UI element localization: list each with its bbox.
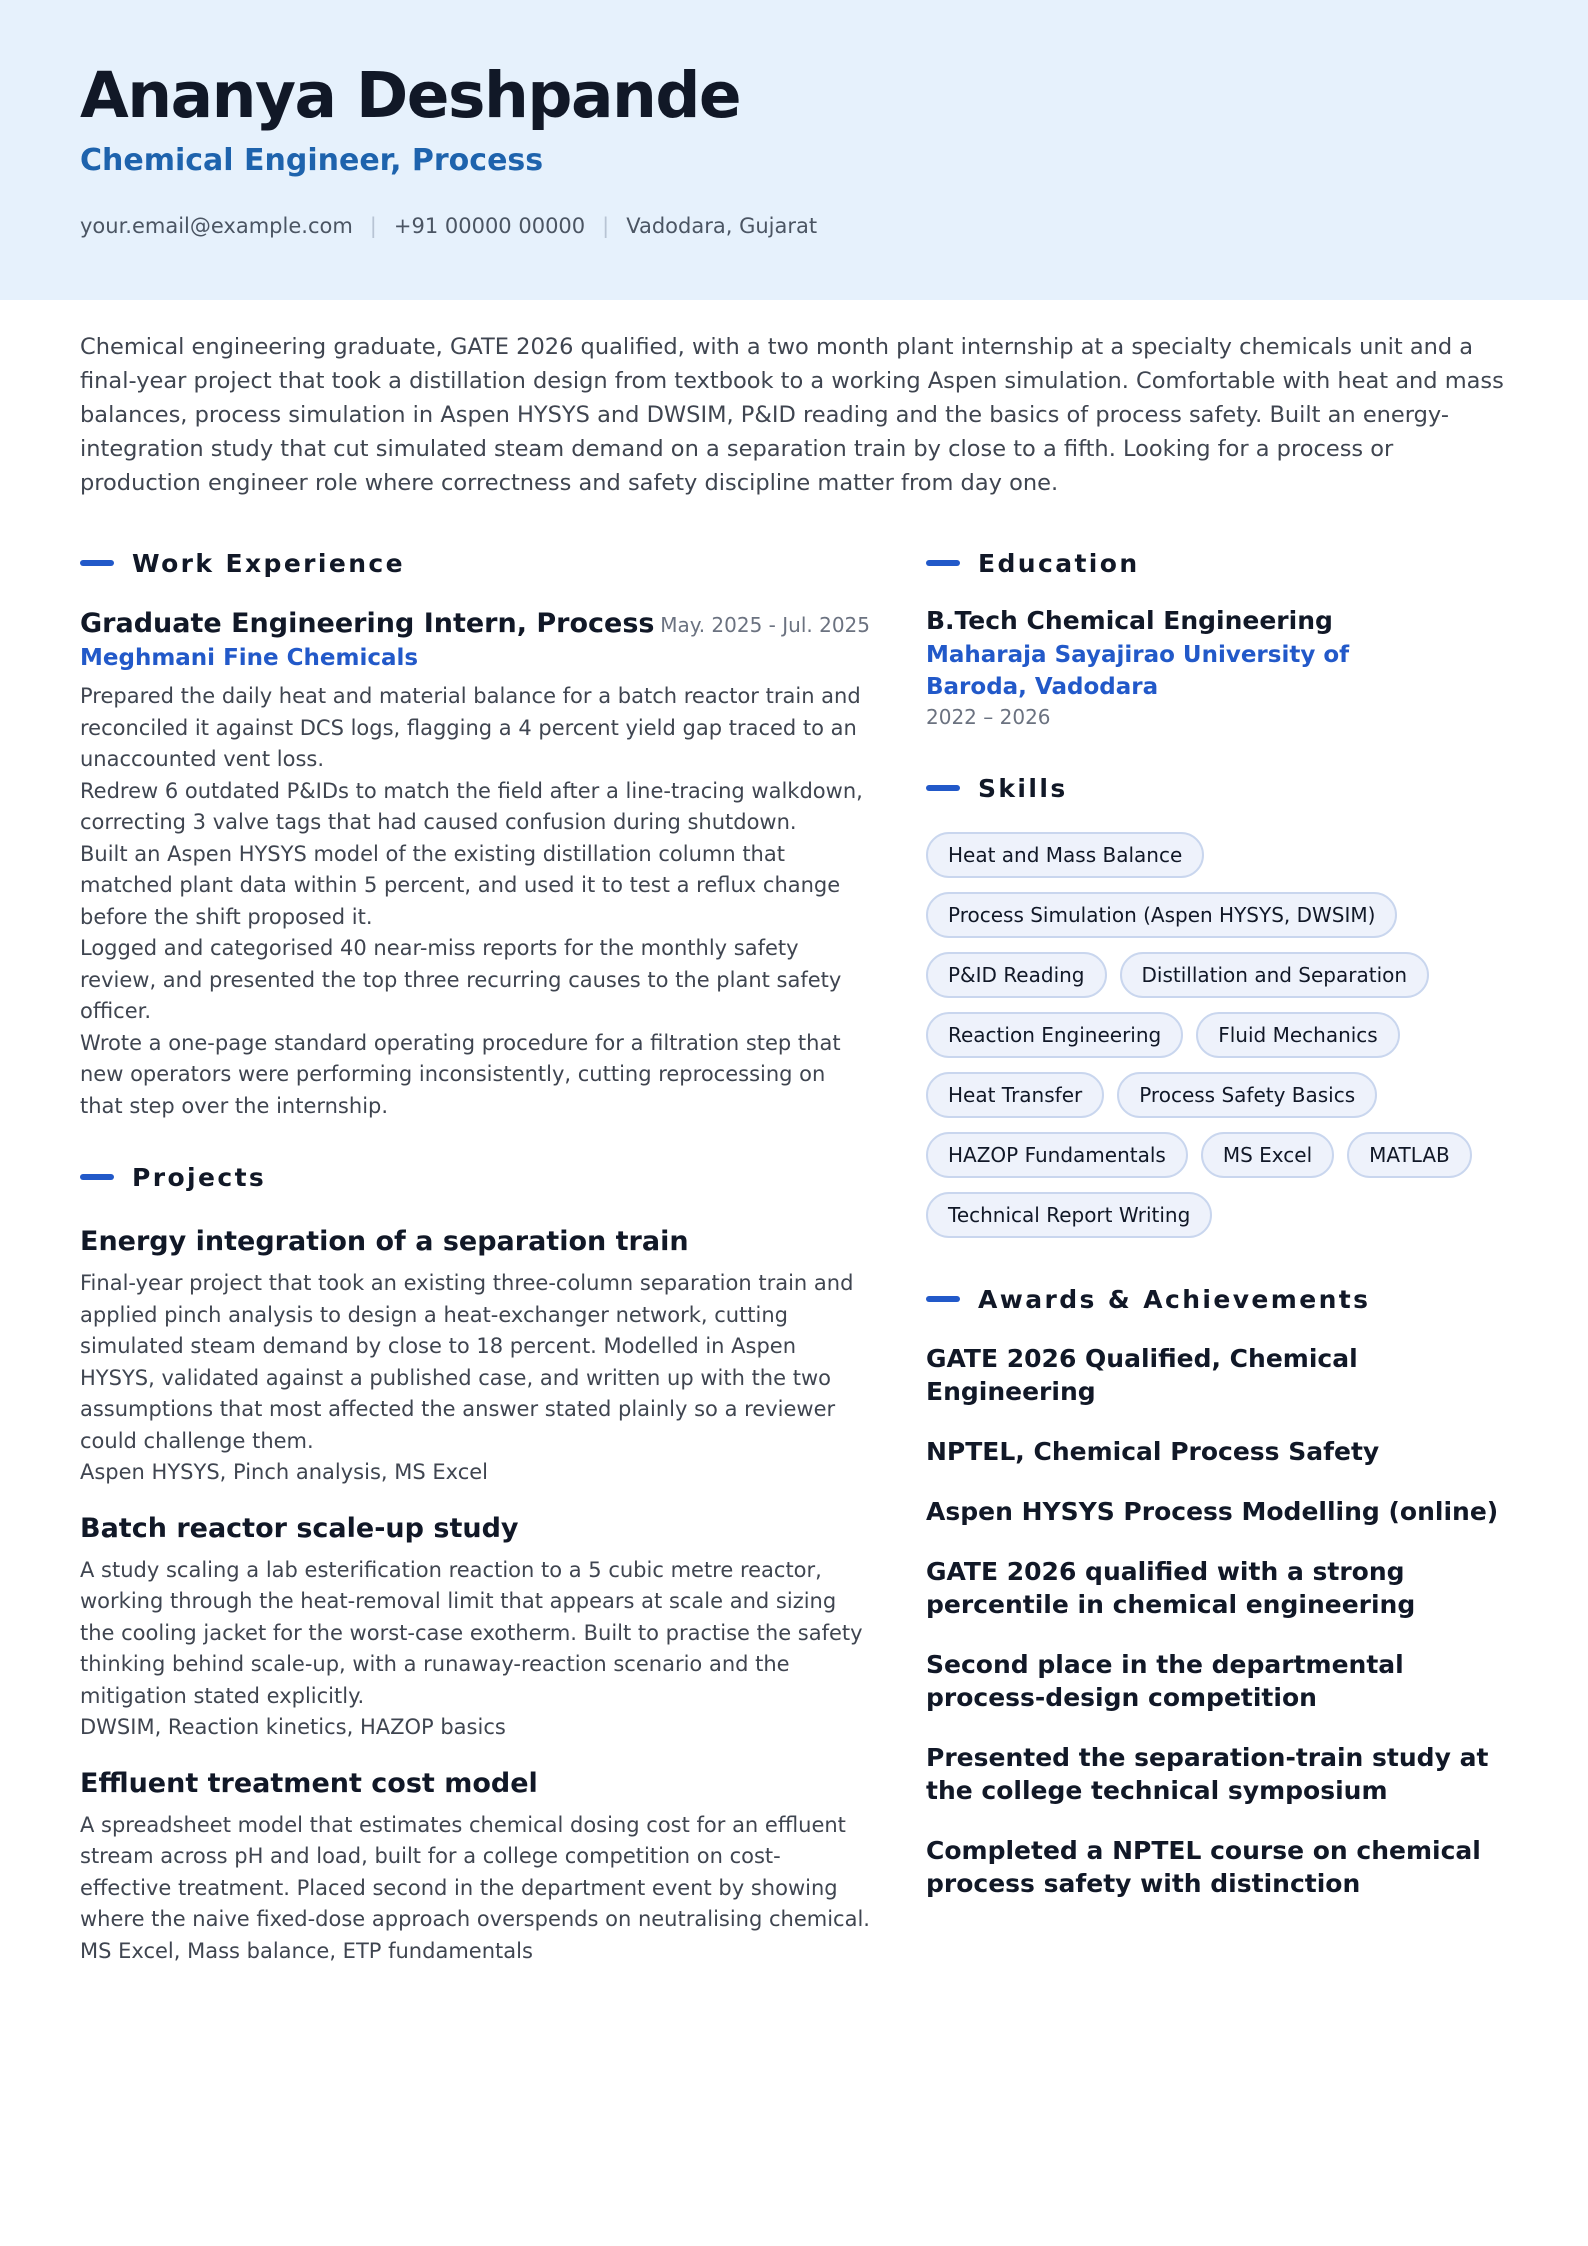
contact-line — [80, 214, 817, 238]
education-school: Maharaja Sayajirao University of Baroda, Vadodara — [926, 642, 1350, 700]
job-bullet: Wrote a one-page standard operating procedure for a filtration step that new operators were performing inconsistently, cutting reprocessing on that step over the internship. — [80, 1030, 841, 1118]
project-description: A study scaling a lab esterification reaction to a 5 cubic metre reactor, working through the heat-removal limit that appears at scale and sizing the cooling jacket for the worst-case exotherm. Built to practise the safety thinking behind scale-up, with a runaway-reaction scenario and the mitigation stated explicitly. — [80, 1557, 863, 1708]
project-entry — [80, 1511, 870, 1744]
contact-separator: | — [602, 214, 610, 238]
job-position: Graduate Engineering Intern, Process — [80, 608, 655, 639]
award-item: Completed a NPTEL course on chemical process safety with distinction — [926, 1836, 1481, 1898]
skill-chip: Distillation and Separation — [1120, 952, 1430, 998]
job-dates: May. 2025 - Jul. 2025 — [660, 613, 870, 637]
awards-heading — [926, 1280, 1516, 1318]
section-title: Skills — [978, 773, 1068, 803]
project-tech: MS Excel, Mass balance, ETP fundamentals — [80, 1938, 533, 1963]
work-experience-heading — [80, 544, 870, 582]
candidate-name: Ananya Deshpande — [80, 59, 741, 132]
left-column — [80, 544, 870, 1967]
right-column — [926, 544, 1516, 1900]
job-title: Chemical Engineer, Process — [80, 143, 544, 178]
section-title: Education — [978, 548, 1140, 578]
skill-chip: P&ID Reading — [926, 952, 1107, 998]
skill-chip: HAZOP Fundamentals — [926, 1132, 1188, 1178]
job-bullets — [80, 681, 870, 1122]
project-entry — [80, 1766, 870, 1968]
award-item: Second place in the departmental process-design competition — [926, 1650, 1404, 1712]
job-bullet: Redrew 6 outdated P&IDs to match the field after a line-tracing walkdown, correcting 3 valve tags that had caused confusion during shutdown. — [80, 778, 863, 834]
skills-list — [926, 832, 1516, 1238]
award-item: Presented the separation-train study at the college technical symposium — [926, 1743, 1489, 1805]
project-title: Effluent treatment cost model — [80, 1767, 538, 1799]
heading-accent-bar — [926, 560, 960, 566]
project-tech: Aspen HYSYS, Pinch analysis, MS Excel — [80, 1460, 489, 1484]
education-heading — [926, 544, 1516, 582]
section-title: Awards & Achievements — [978, 1284, 1371, 1314]
skill-chip: Heat Transfer — [926, 1072, 1104, 1118]
project-description: Final-year project that took an existing three-column separation train and applied pinch analysis to design a heat-exchanger network, cutting simulated steam demand by close to 18 percent. Modelled in Aspen HYSYS, validated against a published case, and written up with the two assumptions that most affected the answer stated plainly so a reviewer could challenge them. — [80, 1271, 854, 1453]
location-text: Vadodara, Gujarat — [626, 214, 818, 238]
job-bullet: Logged and categorised 40 near-miss reports for the monthly safety review, and presented the top three recurring causes to the plant safety officer. — [80, 936, 842, 1023]
award-item: GATE 2026 qualified with a strong percentile in chemical engineering — [926, 1557, 1416, 1619]
skill-chip: MATLAB — [1347, 1132, 1472, 1178]
job-entry — [80, 608, 870, 1122]
skill-chip: Fluid Mechanics — [1196, 1012, 1399, 1058]
education-degree: B.Tech Chemical Engineering — [926, 606, 1333, 635]
skills-heading — [926, 769, 1516, 807]
skill-chip: Process Simulation (Aspen HYSYS, DWSIM) — [926, 892, 1397, 938]
heading-accent-bar — [926, 1296, 960, 1302]
project-title: Energy integration of a separation train — [80, 1226, 689, 1257]
skill-chip: Technical Report Writing — [926, 1192, 1212, 1238]
education-years: 2022 – 2026 — [926, 705, 1051, 729]
award-item: NPTEL, Chemical Process Safety — [926, 1437, 1380, 1466]
contact-separator: | — [369, 214, 377, 238]
skill-chip: MS Excel — [1201, 1132, 1334, 1178]
resume-header — [0, 0, 1588, 300]
skill-chip: Reaction Engineering — [926, 1012, 1183, 1058]
award-item: Aspen HYSYS Process Modelling (online) — [926, 1497, 1499, 1526]
project-entry — [80, 1224, 870, 1489]
section-title: Work Experience — [132, 548, 405, 578]
job-bullet: Built an Aspen HYSYS model of the existing distillation column that matched plant data within 5 percent, and used it to test a reflux change before the shift proposed it. — [80, 841, 841, 929]
project-title: Batch reactor scale-up study — [80, 1512, 519, 1544]
job-bullet: Prepared the daily heat and material balance for a batch reactor train and reconciled it against DCS logs, flagging a 4 percent yield gap traced to an unaccounted vent loss. — [80, 684, 861, 771]
phone-text: +91 00000 00000 — [393, 214, 586, 238]
section-title: Projects — [132, 1162, 267, 1192]
heading-accent-bar — [80, 560, 114, 566]
project-tech: DWSIM, Reaction kinetics, HAZOP basics — [80, 1715, 506, 1739]
job-company: Meghmani Fine Chemicals — [80, 645, 419, 671]
heading-accent-bar — [80, 1174, 114, 1180]
skill-chip: Heat and Mass Balance — [926, 832, 1204, 878]
awards-list — [926, 1342, 1516, 1900]
project-description: A spreadsheet model that estimates chemical dosing cost for an effluent stream across pH and load, built for a college competition on cost-effective treatment. Placed second in the department event by showing where the naive fixed-dose approach overspends on neutralising chemical. — [80, 1812, 870, 1931]
award-item: GATE 2026 Qualified, Chemical Engineering — [926, 1344, 1358, 1406]
projects-list — [80, 1224, 870, 1967]
email-text: your.email@example.com — [80, 214, 353, 238]
projects-heading — [80, 1158, 870, 1196]
profile-summary: Chemical engineering graduate, GATE 2026 qualified, with a two month plant internship at a specialty chemicals unit and a final-year project that took a distillation design from textbook to a working Aspen simulation. Comfortable with heat and mass balances, process simulation in Aspen HYSYS and DWSIM, P&ID reading and the basics of process safety. Built an energy-integration study that cut simulated steam demand on a separation train by close to a fifth. Looking for a process or production engineer role where correctness and safety discipline matter from day one. — [80, 334, 1504, 496]
heading-accent-bar — [926, 785, 960, 791]
skill-chip: Process Safety Basics — [1117, 1072, 1377, 1118]
